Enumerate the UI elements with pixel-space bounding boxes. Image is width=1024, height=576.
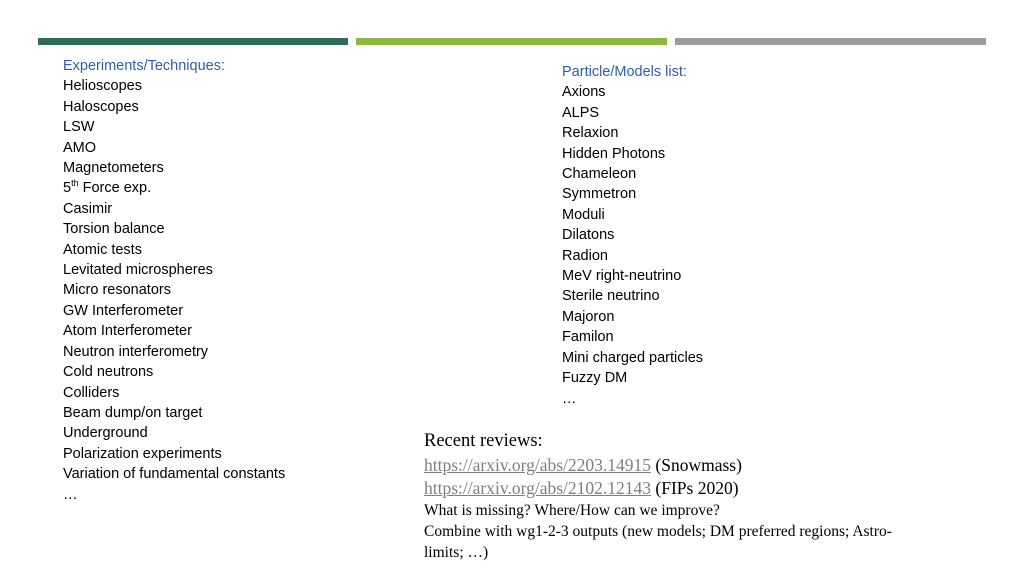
list-item: Casimir (63, 200, 113, 217)
list-item: Dilatons (562, 227, 615, 244)
list-item: Moduli (562, 206, 605, 223)
list-item: MeV right-neutrino (562, 268, 682, 285)
list-item: Helioscopes (63, 78, 142, 95)
reviews-question: What is missing? Where/How can we improve? (424, 502, 720, 519)
top-bar-light-green (356, 38, 667, 45)
list-item: … (63, 486, 78, 503)
list-item: Magnetometers (63, 160, 164, 177)
list-item: Beam dump/on target (63, 404, 203, 421)
list-item: Radion (562, 247, 608, 264)
review-note-fips: (FIPs 2020) (651, 478, 739, 498)
list-item-fifth-force (63, 178, 285, 198)
recent-reviews (424, 428, 894, 563)
experiments-list (63, 56, 285, 505)
review-line-fips (424, 477, 894, 500)
list-item: LSW (63, 119, 95, 136)
top-bar-gray (675, 38, 986, 45)
list-item: Familon (562, 329, 614, 346)
list-item: Symmetron (562, 186, 637, 203)
list-item: Fuzzy DM (562, 370, 628, 387)
list-item: Hidden Photons (562, 145, 666, 162)
list-item: Atom Interferometer (63, 323, 192, 340)
list-item: Mini charged particles (562, 349, 704, 366)
list-item: Chameleon (562, 166, 637, 183)
reviews-title: Recent reviews: (424, 431, 543, 451)
top-bar-dark-green (38, 38, 348, 45)
list-item: ALPS (562, 104, 600, 121)
list-item: Underground (63, 425, 148, 442)
fifth-force-superscript: th (71, 178, 79, 189)
review-link-fips[interactable]: https://arxiv.org/abs/2102.12143 (424, 478, 652, 498)
review-note-snowmass: (Snowmass) (651, 455, 742, 475)
list-item: Variation of fundamental constants (63, 466, 286, 483)
fifth-force-rest: Force exp. (78, 180, 152, 197)
list-item: Neutron interferometry (63, 343, 209, 360)
list-item: Polarization experiments (63, 445, 222, 462)
list-item: GW Interferometer (63, 302, 184, 319)
list-item: Atomic tests (63, 241, 142, 258)
list-item: Majoron (562, 308, 615, 325)
list-item: … (562, 390, 577, 407)
list-item: AMO (63, 139, 97, 156)
particles-heading: Particle/Models list: (562, 64, 687, 80)
reviews-combine: Combine with wg1-2-3 outputs (new models; DM preferred regions; Astro-limits; …) (424, 523, 892, 561)
list-item: Colliders (63, 384, 120, 401)
list-item: Levitated microspheres (63, 262, 213, 279)
list-item: Cold neutrons (63, 364, 154, 381)
review-link-snowmass[interactable]: https://arxiv.org/abs/2203.14915 (424, 455, 652, 475)
list-item: Axions (562, 84, 606, 101)
particles-list (562, 62, 703, 409)
list-item: Torsion balance (63, 221, 165, 238)
list-item: Relaxion (562, 125, 619, 142)
list-item: Haloscopes (63, 98, 139, 115)
fifth-force-number: 5 (63, 180, 72, 197)
list-item: Sterile neutrino (562, 288, 660, 305)
list-item: Micro resonators (63, 282, 171, 299)
experiments-heading: Experiments/Techniques: (63, 58, 225, 74)
review-line-snowmass (424, 454, 894, 477)
